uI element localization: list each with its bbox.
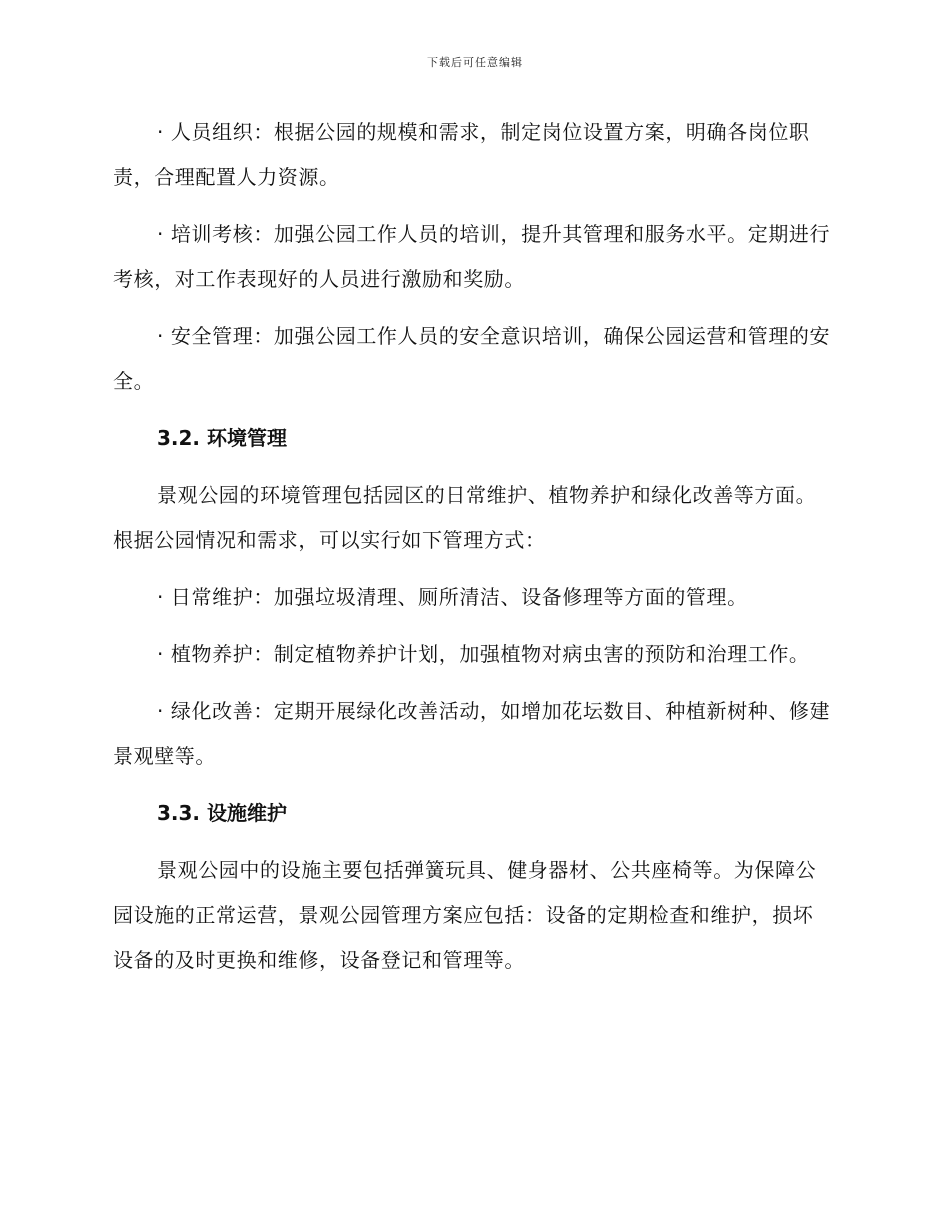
paragraph-safety-management: · 安全管理：加强公园工作人员的安全意识培训，确保公园运营和管理的安全。 — [113, 324, 831, 393]
document-body — [113, 110, 833, 995]
section-number: 3.2. — [157, 426, 201, 450]
paragraph-greening-improvement: · 绿化改善：定期开展绿化改善活动，如增加花坛数目、种植新树种、修建景观壁等。 — [113, 699, 831, 768]
section-heading-3-3 — [113, 791, 833, 836]
paragraph-training-assessment: · 培训考核：加强公园工作人员的培训，提升其管理和服务水平。定期进行考核，对工作表现好的人员进行激励和奖励。 — [113, 222, 831, 291]
paragraph-daily-maintenance: · 日常维护：加强垃圾清理、厕所清洁、设备修理等方面的管理。 — [157, 585, 748, 609]
paragraph-plant-care: · 植物养护：制定植物养护计划，加强植物对病虫害的预防和治理工作。 — [157, 642, 810, 666]
section-title: 设施维护 — [207, 801, 287, 825]
paragraph-personnel-organization: · 人员组织：根据公园的规模和需求，制定岗位设置方案，明确各岗位职责，合理配置人力资源。 — [113, 120, 810, 189]
paragraph-environment-intro: 景观公园的环境管理包括园区的日常维护、植物养护和绿化改善等方面。根据公园情况和需求，可以实行如下管理方式： — [113, 483, 817, 552]
section-title: 环境管理 — [207, 426, 287, 450]
section-heading-3-2 — [113, 416, 833, 461]
paragraph-facility-maintenance: 景观公园中的设施主要包括弹簧玩具、健身器材、公共座椅等。为保障公园设施的正常运营，景观公园管理方案应包括：设备的定期检查和维护，损坏设备的及时更换和维修，设备登记和管理等。 — [113, 858, 817, 972]
page-header-note: 下载后可任意编辑 — [427, 56, 523, 69]
section-number: 3.3. — [157, 801, 201, 825]
